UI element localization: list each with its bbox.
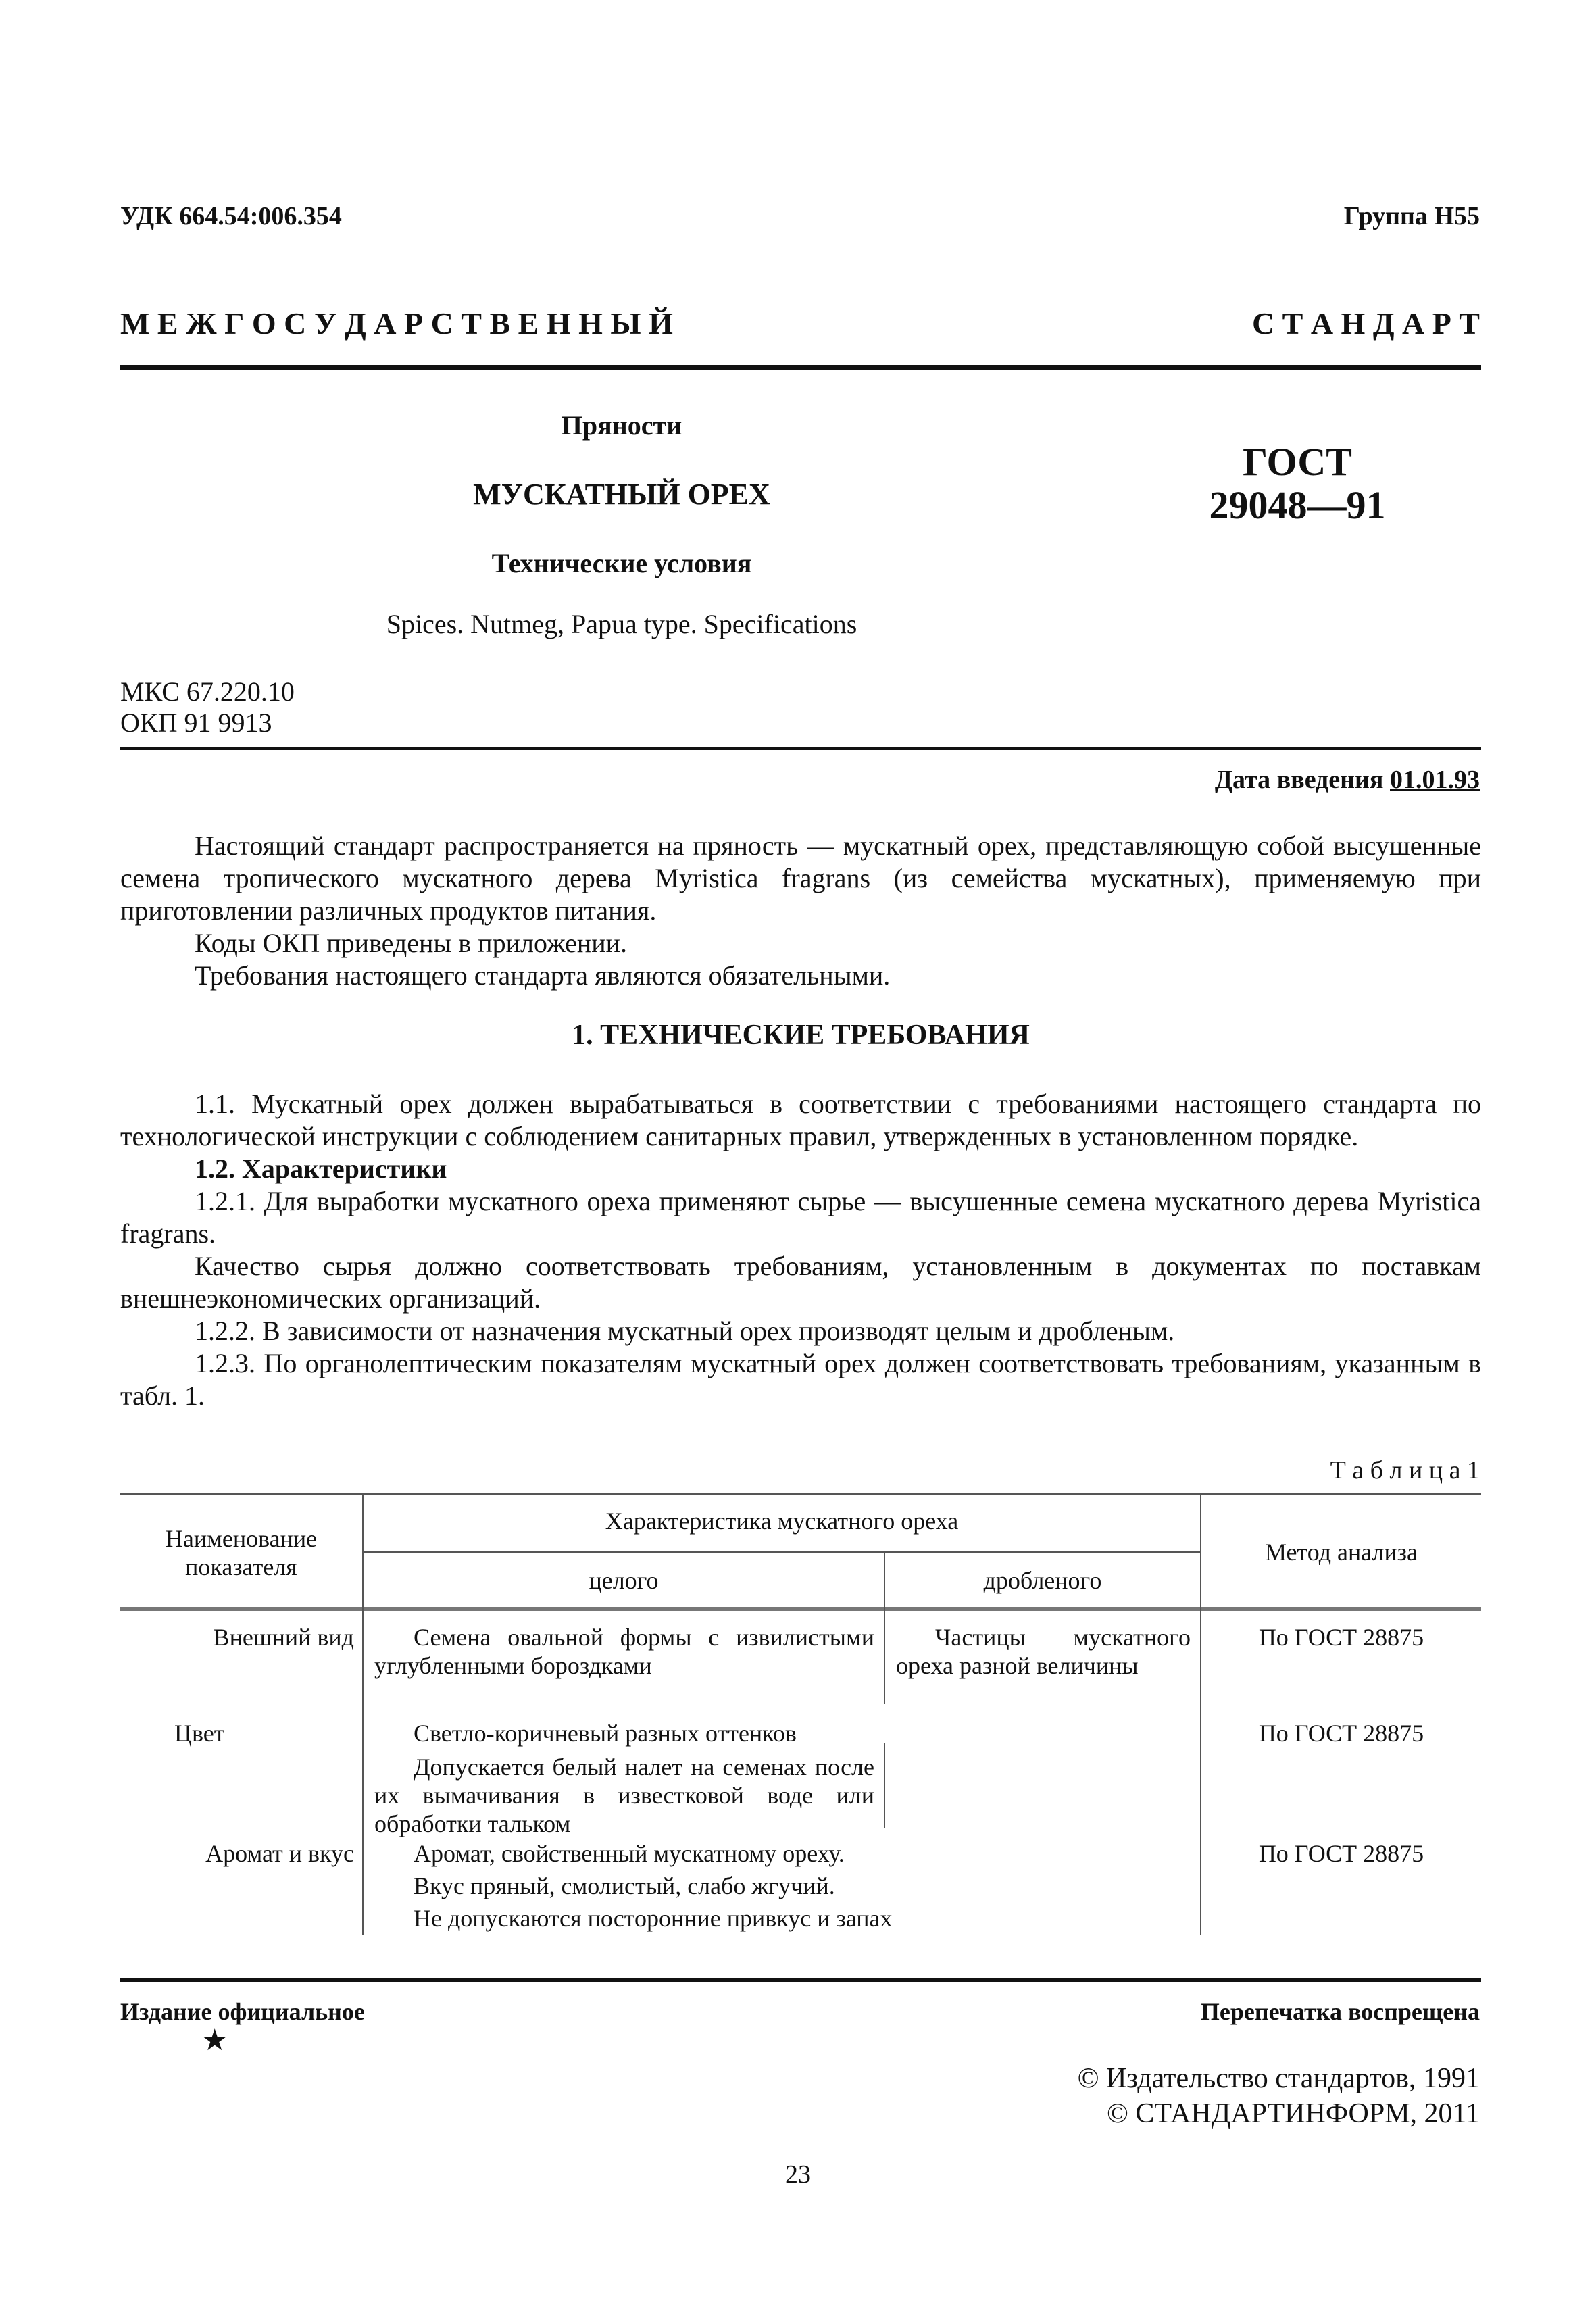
table-header-whole: целого <box>589 1567 659 1594</box>
table-header-name: Наименование показателя <box>165 1525 318 1580</box>
row-appearance-name: Внешний вид <box>213 1624 354 1651</box>
udk-code: УДК 664.54:006.354 <box>120 202 342 230</box>
row-color-method: По ГОСТ 28875 <box>1258 1720 1424 1747</box>
table-col-line-1 <box>362 1493 364 1935</box>
row-color-name: Цвет <box>174 1720 225 1747</box>
table-header-method: Метод анализа <box>1264 1539 1418 1566</box>
table-header-characteristic: Характеристика мускатного ореха <box>605 1508 959 1535</box>
table-header-bottom-line <box>120 1607 1481 1611</box>
table-header-crushed: дробленого <box>983 1567 1102 1594</box>
clause-quality: Качество сырья должно соответствовать требованиям, установленным в документах по поставкам внешнеэкономических организаций. <box>120 1251 1481 1314</box>
table-col-line-2b <box>884 1611 885 1704</box>
row-appearance-crushed: Частицы мускатного ореха разной величины <box>896 1624 1191 1679</box>
table-top-line <box>120 1493 1481 1495</box>
intro-block <box>120 830 1481 992</box>
banner-right: С Т А Н Д А Р Т <box>1251 306 1480 341</box>
row-color-whole-note: Допускается белый налет на семенах после их вымачивания в известковой воде или обработки тальком <box>374 1753 874 1837</box>
banner-left: М Е Ж Г О С У Д А Р С Т В Е Н Н Ы Й <box>120 306 673 341</box>
clause-1-2-3: 1.2.3. По органолептическим показателям мускатный орех должен соответствовать требованиям, указанным в табл. 1. <box>120 1348 1481 1411</box>
star-icon: ★ <box>201 2024 228 2057</box>
clause-1-1: 1.1. Мускатный орех должен вырабатываться в соответствии с требованиями настоящего стандарта по технологической инструкции с соблюдением санитарных правил, утвержденных в установленном порядке. <box>120 1089 1481 1151</box>
reprint-notice: Перепечатка воспрещена <box>1200 1998 1480 2025</box>
gost-number: 29048—91 <box>1209 483 1386 527</box>
intro-paragraph-mandatory: Требования настоящего стандарта являются обязательными. <box>195 960 891 991</box>
table-caption: Т а б л и ц а 1 <box>1330 1456 1480 1485</box>
row-appearance-whole: Семена овальной формы с извилистыми углубленными бороздками <box>374 1624 874 1679</box>
banner-rule <box>120 365 1481 370</box>
row-aroma-line1: Аромат, свойственный мускатному ореху. <box>414 1840 845 1867</box>
clause-1-2-heading: 1.2. Характеристики <box>195 1153 447 1184</box>
row-aroma-line2: Вкус пряный, смолистый, слабо жгучий. <box>414 1872 835 1899</box>
footer-rule <box>120 1978 1481 1982</box>
titleblock-rule <box>120 747 1481 750</box>
intro-date-value: 01.01.93 <box>1390 766 1480 794</box>
table-col-line-2c <box>884 1743 885 1828</box>
mks-code: МКС 67.220.10 <box>120 676 295 707</box>
section1-body <box>120 1088 1481 1412</box>
section-heading: 1. ТЕХНИЧЕСКИЕ ТРЕБОВАНИЯ <box>572 1020 1030 1051</box>
official-edition: Издание официальное <box>120 1998 365 2025</box>
organoleptic-table <box>120 1493 1481 1935</box>
table-subheader-line <box>364 1551 1201 1553</box>
okp-code: ОКП 91 9913 <box>120 707 272 738</box>
document-title: МУСКАТНЫЙ ОРЕХ <box>473 478 770 511</box>
gost-label: ГОСТ <box>1243 440 1352 484</box>
subject: Пряности <box>561 410 682 441</box>
introduction-date <box>1215 765 1480 795</box>
intro-paragraph-scope: Настоящий стандарт распространяется на пряность — мускатный орех, представляющую собой высушенные семена тропического мускатного дерева Myristica fragrans (из семейства мускатных), применяемую при приготовлении различных продуктов питания. <box>120 830 1481 926</box>
page-number: 23 <box>785 2160 811 2189</box>
intro-paragraph-okp: Коды ОКП приведены в приложении. <box>195 928 628 958</box>
row-aroma-line3: Не допускаются посторонние привкус и запах <box>414 1905 893 1932</box>
row-aroma-method: По ГОСТ 28875 <box>1258 1840 1424 1867</box>
clause-1-2-2: 1.2.2. В зависимости от назначения мускатный орех производят целым и дробленым. <box>195 1316 1175 1346</box>
copyright-2011: © СТАНДАРТИНФОРМ, 2011 <box>1107 2098 1480 2129</box>
group-code: Группа Н55 <box>1343 202 1480 230</box>
row-aroma-name: Аромат и вкус <box>205 1840 354 1867</box>
clause-1-2-1: 1.2.1. Для выработки мускатного ореха применяют сырье — высушенные семена мускатного дерева Myristica fragrans. <box>120 1186 1481 1249</box>
copyright-1991: © Издательство стандартов, 1991 <box>1077 2063 1480 2094</box>
row-color-whole: Светло-коричневый разных оттенков <box>414 1720 797 1747</box>
english-title: Spices. Nutmeg, Papua type. Specifications <box>386 609 857 639</box>
intro-date-label: Дата введения <box>1214 766 1384 794</box>
document-subtitle: Технические условия <box>491 548 752 578</box>
row-appearance-method: По ГОСТ 28875 <box>1258 1624 1424 1651</box>
